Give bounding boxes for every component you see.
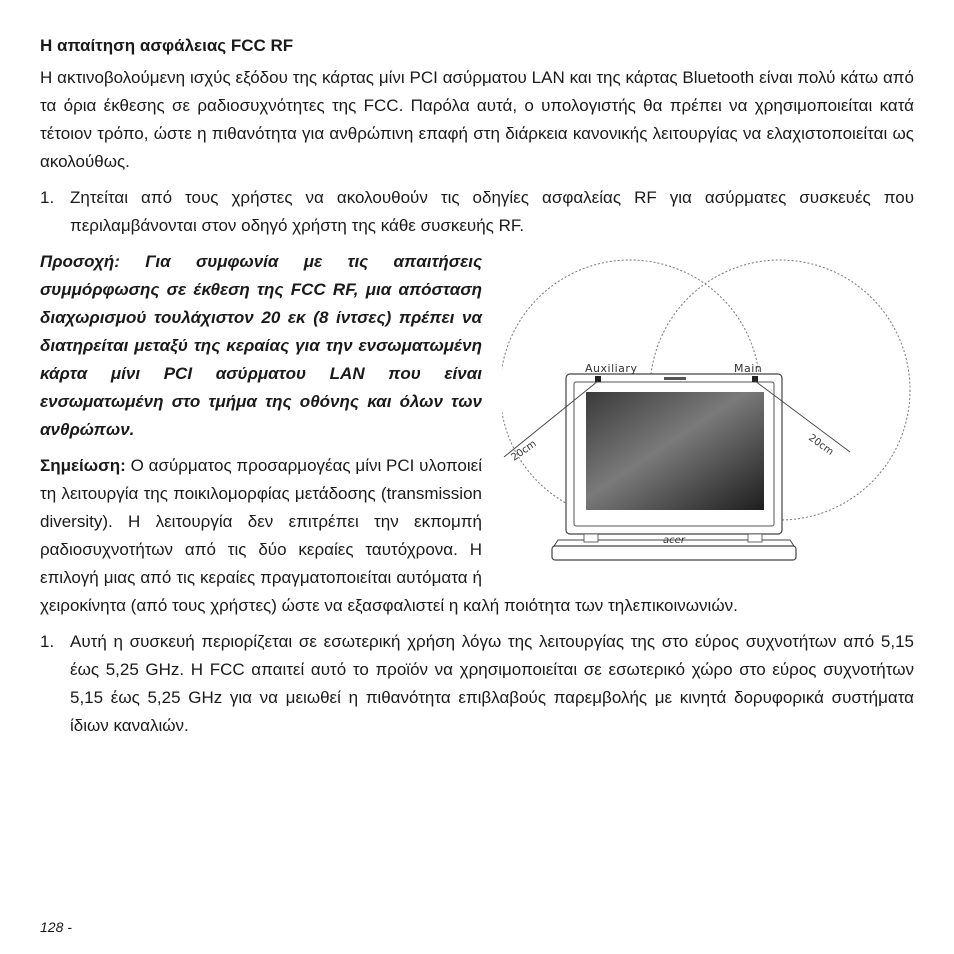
list-item [40, 184, 914, 240]
laptop-webcam [664, 377, 686, 380]
document-page [40, 36, 914, 748]
note-label: Σημείωση: [40, 456, 126, 475]
note-text: Ο ασύρματος προσαρμογέας μίνι PCI υλοποιεί τη λειτουργία της ποικιλομορφίας μετάδοσης (transmission diversity). Η λειτουργία δεν επιτρέπει την εκπομπή ραδιοσυχνοτήτων από τις δύο κεραίες ταυτόχρονα. Η επιλογή μιας από τις κεραίες πραγματοποιείται αυτόματα ή χειροκίνητα (από τους χρήστες) ώστε να εξασφαλιστεί η καλή ποιότητα των τηλεπικοινωνιών. [40, 456, 738, 615]
brand-logo: acer [663, 535, 685, 546]
list-item-text: Αυτή η συσκευή περιορίζεται σε εσωτερική χρήση λόγω της λειτουργίας της στο εύρος συχνοτήτων από 5,15 έως 5,25 GHz. Η FCC απαιτεί αυτό το προϊόν να χρησιμοποιείται σε εσωτερικό χώρο στο εύρος συχνοτήτων 5,15 έως 5,25 GHz για να μειωθεί η πιθανότητα επιβλαβούς παρεμβολής με κινητά δορυφορικά συστήματα ίδιων καναλιών. [70, 632, 914, 735]
list-number: 1. [40, 188, 55, 207]
laptop-screen [586, 392, 764, 510]
auxiliary-label: Auxiliary [585, 362, 638, 375]
intro-paragraph: Η ακτινοβολούμενη ισχύς εξόδου της κάρτας μίνι PCI ασύρματου LAN και της κάρτας Bluetooth είναι πολύ κάτω από τα όρια έκθεσης σε ραδιοσυχνότητες της FCC. Παρόλα αυτά, ο υπολογιστής θα πρέπει να χρησιμοποιείται κατά τέτοιον τρόπο, ώστε η πιθανότητα για ανθρώπινη επαφή στη διάρκεια κανονικής λειτουργίας να ελαχιστοποιείται ως ακολούθως. [40, 68, 914, 171]
laptop-base [552, 546, 796, 560]
main-distance-label: 20cm [806, 432, 836, 458]
warning-paragraph: Προσοχή: Για συμφωνία με τις απαιτήσεις συμμόρφωσης σε έκθεση της FCC RF, μια απόσταση διαχωρισμού τουλάχιστον 20 εκ (8 ίντσες) πρέπει να διατηρείται μεταξύ της κεραίας για την ενσωματωμένη κάρτα μίνι PCI ασύρματου LAN που είναι ενσωματωμένη στο τμήμα της οθόνης και όλων των ανθρώπων. [40, 252, 482, 439]
antenna-diagram [502, 254, 914, 572]
page-number: 128 - [40, 919, 72, 935]
laptop-hinge-right [748, 534, 762, 542]
list-item [40, 628, 914, 740]
list-item-text: Ζητείται από τους χρήστες να ακολουθούν τις οδηγίες ασφαλείας RF για ασύρματες συσκευές που περιλαμβάνονται στον οδηγό χρήστη της κάθε συσκευής RF. [70, 188, 914, 235]
main-label: Main [734, 362, 763, 375]
list-number: 1. [40, 632, 55, 651]
antenna-diagram-svg [502, 254, 914, 572]
section-heading: Η απαίτηση ασφάλειας FCC RF [40, 36, 294, 55]
laptop-hinge-left [584, 534, 598, 542]
auxiliary-distance-label: 20cm [509, 438, 539, 464]
